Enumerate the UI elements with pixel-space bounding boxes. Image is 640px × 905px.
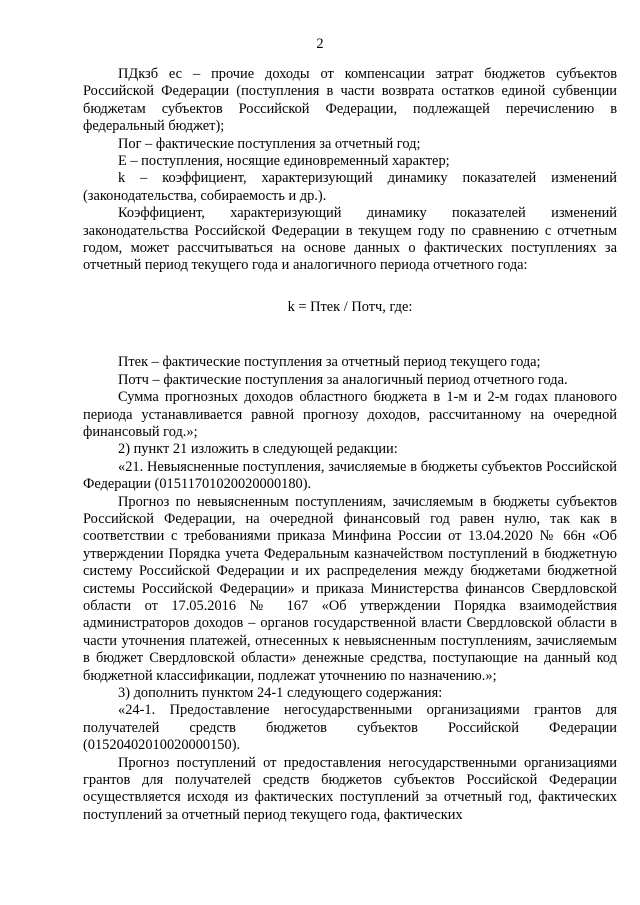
- paragraph-ptek-definition: Птек – фактические поступления за отчетный период текущего года;: [118, 354, 541, 371]
- formula: k = Птек / Потч, где:: [287, 298, 413, 315]
- document-body: [83, 66, 617, 824]
- paragraph-item-2-intro: 2) пункт 21 изложить в следующей редакции:: [118, 441, 398, 458]
- paragraph-item-24-1-body: Прогноз поступлений от предоставления негосударственными организациями грантов для получателей средств бюджетов субъектов Российской Федерации осуществляется исходя из фактических поступлений за отчетный год, фактических поступлений за отчетный период текущего года, фактических: [83, 754, 617, 823]
- paragraph-planning-period: Сумма прогнозных доходов областного бюджета в 1-м и 2-м годах планового периода устанавливается равной прогнозу доходов, рассчитанному на очередной финансовый год.»;: [83, 389, 617, 440]
- paragraph-item-24-1-heading: «24-1. Предоставление негосударственными организациями грантов для получателей средств бюджетов субъектов Российской Федерации (01520402010020000150).: [83, 702, 617, 754]
- paragraph-potch-definition: Потч – фактические поступления за аналогичный период отчетного года.: [118, 371, 568, 388]
- paragraph-e-definition: Е – поступления, носящие единовременный характер;: [118, 153, 450, 170]
- paragraph-coefficient-description: Коэффициент, характеризующий динамику показателей изменений законодательства Российской Федерации в текущем году по сравнению с отчетным годом, может рассчитываться на основе данных о фактических поступлениях за отчетный период текущего года и аналогичного периода отчетного года:: [83, 205, 617, 274]
- paragraph-k-definition: k – коэффициент, характеризующий динамику показателей изменений (законодательства, собираемость и др.).: [83, 170, 617, 204]
- paragraph-pog-definition: Пог – фактические поступления за отчетный год;: [118, 135, 421, 152]
- paragraph-item-21-heading: «21. Невыясненные поступления, зачисляемые в бюджеты субъектов Российской Федерации (01511701020020000180).: [83, 458, 617, 493]
- paragraph-item-3-intro: 3) дополнить пунктом 24-1 следующего содержания:: [118, 685, 443, 701]
- paragraph-pdkzb-definition: ПДкзб ес – прочие доходы от компенсации затрат бюджетов субъектов Российской Федерации (поступления в части возврата остатков единой субвенции бюджетам субъектов Российской Федерации, подлежащей перечислению в федеральный бюджет);: [83, 66, 617, 135]
- paragraph-item-21-body: Прогноз по невыясненным поступлениям, зачисляемым в бюджеты субъектов Российской Федерации, на очередной финансовый год равен нулю, так как в соответствии с требованиями приказа Минфина России от 13.04.2020 № 66н «Об утверждении Порядка учета Федеральным казначейством поступлений в бюджетную систему Российской Федерации и их распределения между бюджетами бюджетной системы Российской Федерации» и приказа Министерства финансов Свердловской области от 17.05.2016 № 167 «Об утверждении Порядка взаимодействия администраторов доходов – органов государственной власти Свердловской области в части уточнения платежей, отнесенных к невыясненным поступлениям, зачисляемым в бюджет Свердловской области» денежные средства, поступающие на данный код бюджетной классификации, подлежат уточнению по назначению.»;: [83, 493, 617, 684]
- page-number: 2: [316, 36, 324, 52]
